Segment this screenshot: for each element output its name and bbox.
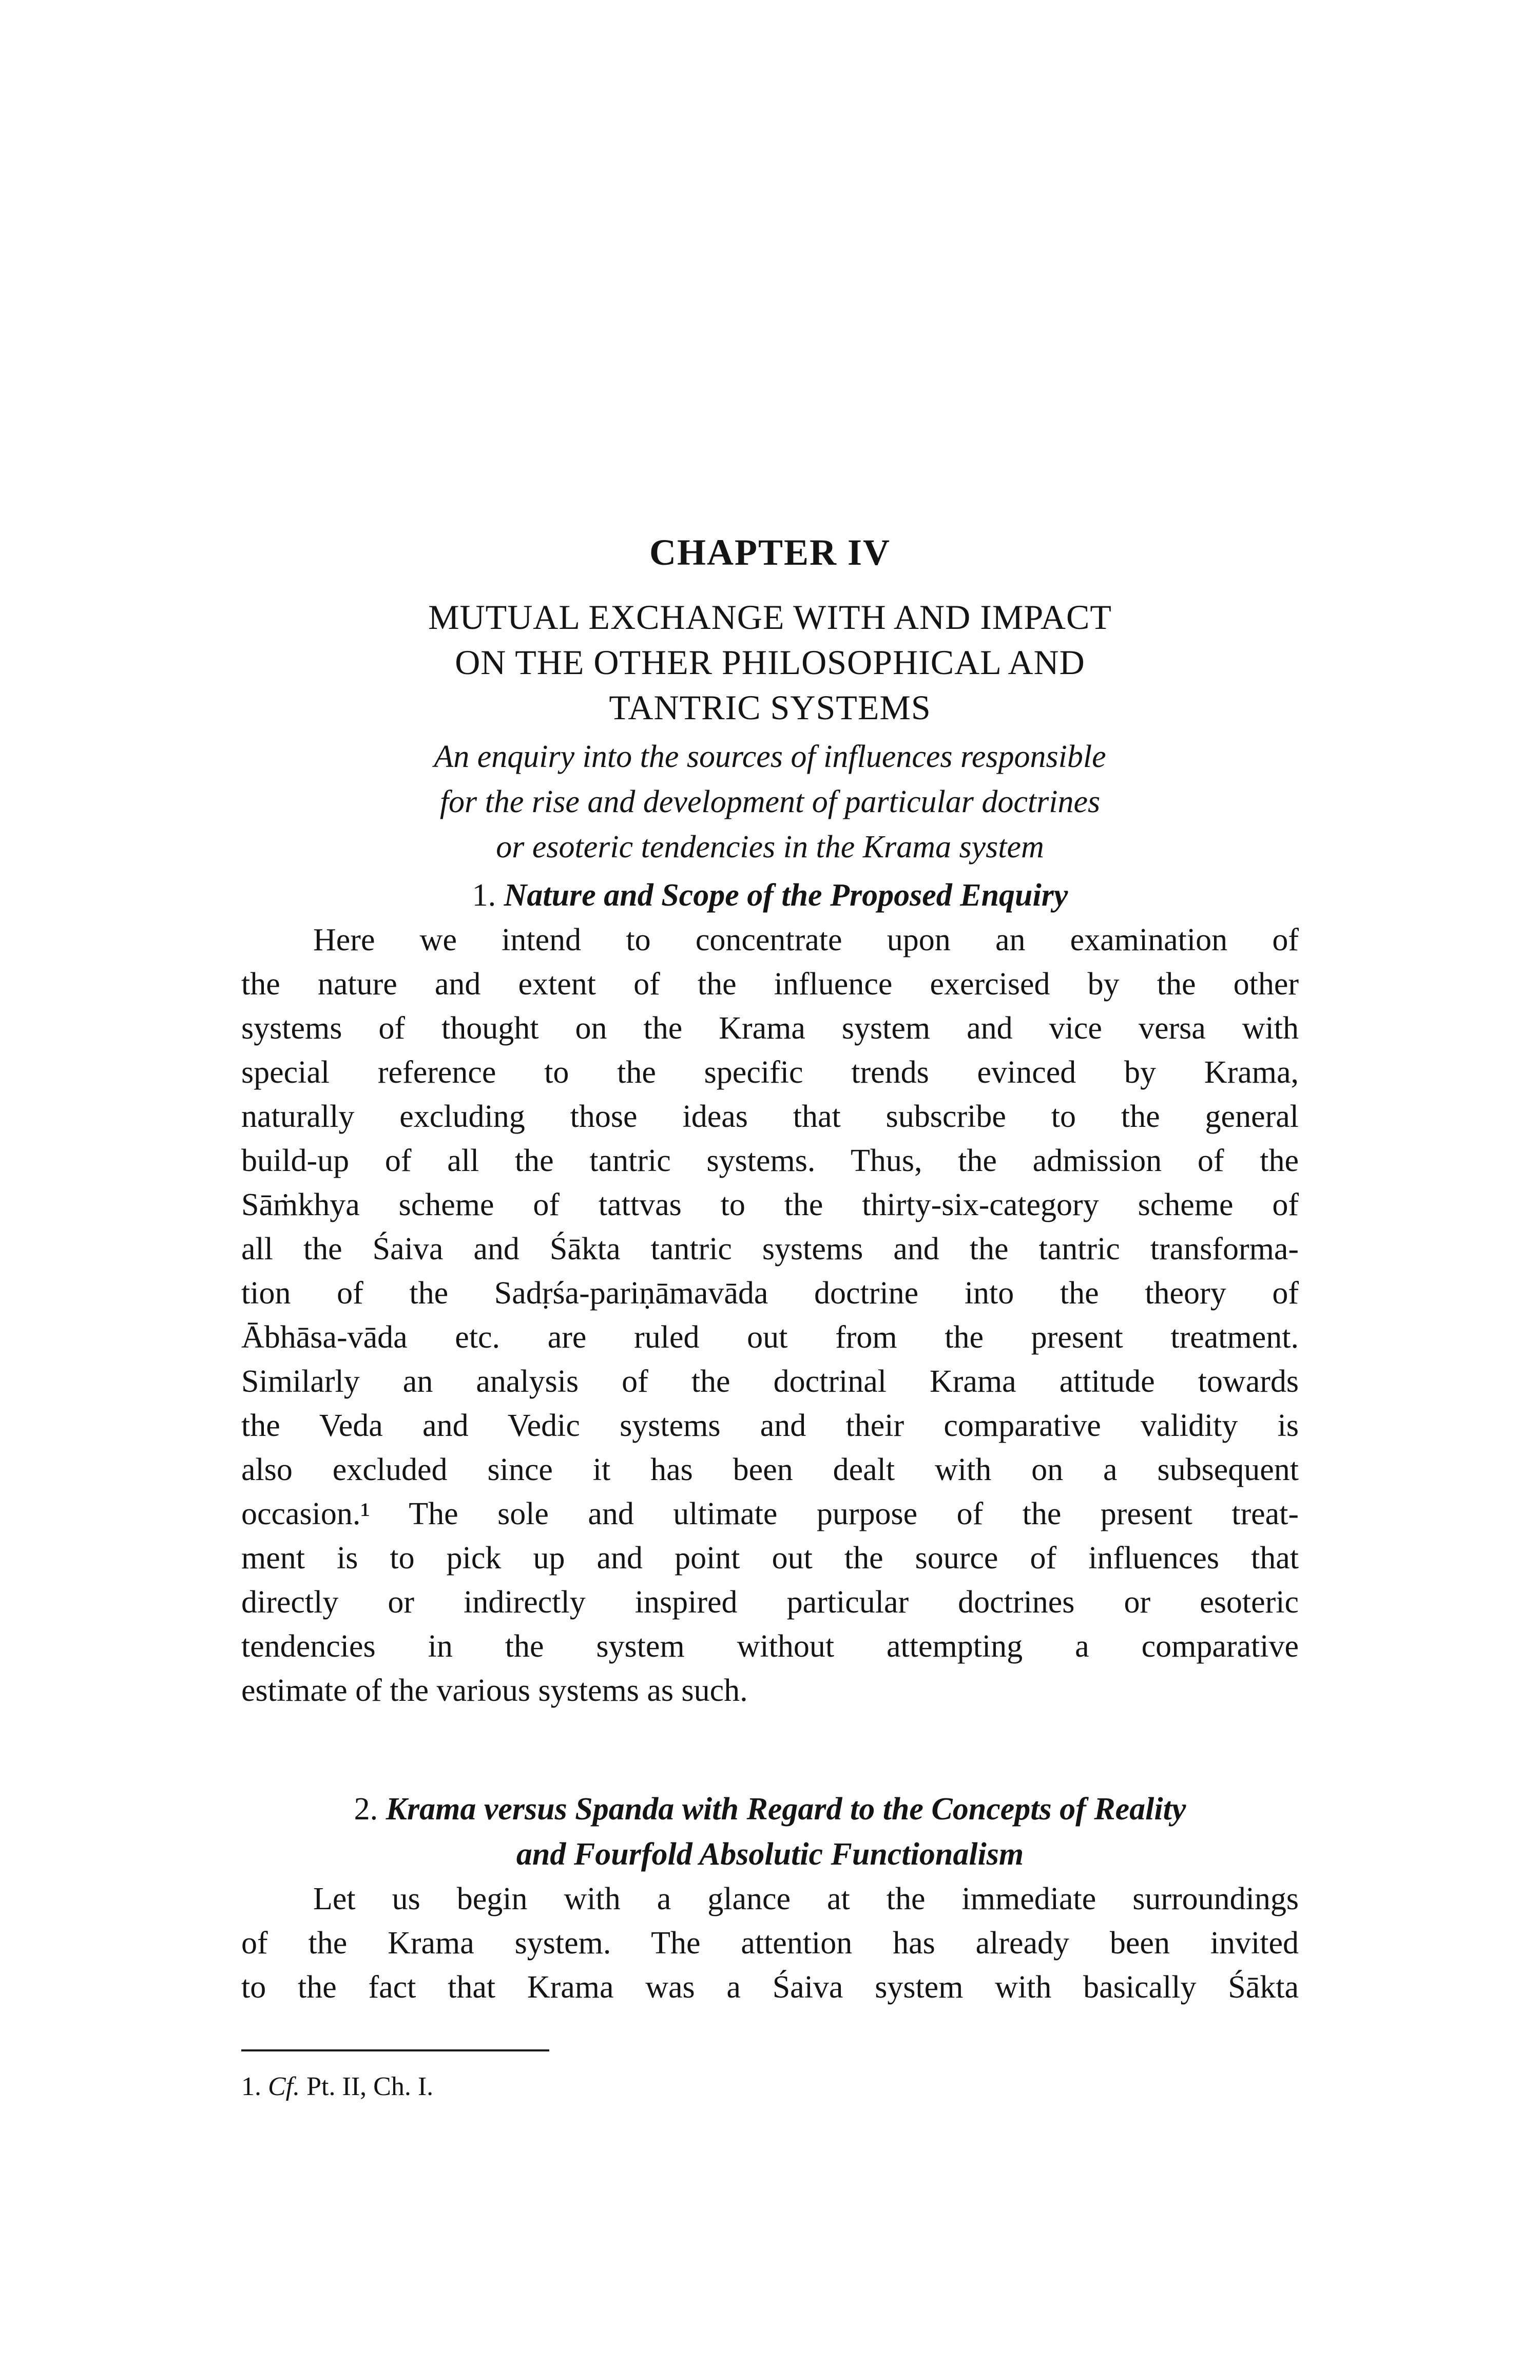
text-line: the nature and extent of the influence exercised by the other: [241, 967, 1299, 1002]
text-line: directly or indirectly inspired particular doctrines or esoteric: [241, 1585, 1299, 1620]
footnote-number: 1.: [241, 2072, 261, 2101]
chapter-title-line: TANTRIC SYSTEMS: [609, 688, 931, 727]
section-2-paragraph: [241, 1877, 1299, 2009]
text-line: ment is to pick up and point out the source of influences that: [241, 1541, 1299, 1576]
section-number: 1.: [472, 878, 496, 913]
chapter-title: [241, 594, 1299, 730]
text-line: Sāṁkhya scheme of tattvas to the thirty-six-category scheme of: [241, 1187, 1299, 1222]
text-line: estimate of the various systems as such.: [241, 1673, 748, 1708]
chapter-subtitle-line: or esoteric tendencies in the Krama system: [496, 830, 1044, 865]
text-line: the Veda and Vedic systems and their comparative validity is: [241, 1408, 1299, 1443]
text-line: systems of thought on the Krama system and vice versa with: [241, 1011, 1299, 1046]
section-number: 2.: [354, 1792, 378, 1827]
chapter-label: CHAPTER IV: [649, 532, 891, 573]
text-line: Here we intend to concentrate upon an examination of: [313, 923, 1299, 957]
text-line: Ābhāsa-vāda etc. are ruled out from the present treatment.: [241, 1320, 1299, 1355]
footnote-cf: Cf.: [268, 2072, 300, 2101]
text-line: all the Śaiva and Śākta tantric systems and the tantric transforma-: [241, 1232, 1299, 1266]
section-heading-2: [241, 1787, 1299, 1877]
text-line: special reference to the specific trends evinced by Krama,: [241, 1055, 1299, 1090]
section-title: Nature and Scope of the Proposed Enquiry: [504, 878, 1068, 913]
chapter-title-line: MUTUAL EXCHANGE WITH AND IMPACT: [428, 598, 1112, 637]
text-line: also excluded since it has been dealt with on a subsequent: [241, 1452, 1299, 1487]
chapter-subtitle-line: for the rise and development of particular doctrines: [439, 784, 1101, 819]
book-page: [241, 0, 1299, 2380]
text-line: Similarly an analysis of the doctrinal Krama attitude towards: [241, 1364, 1299, 1399]
text-line: tendencies in the system without attempting a comparative: [241, 1629, 1299, 1664]
text-line: Let us begin with a glance at the immediate surroundings: [313, 1882, 1299, 1916]
text-line: build-up of all the tantric systems. Thus, the admission of the: [241, 1143, 1299, 1178]
text-line: of the Krama system. The attention has already been invited: [241, 1926, 1299, 1961]
text-line: to the fact that Krama was a Śaiva system with basically Śākta: [241, 1970, 1299, 2005]
footnote: [241, 2069, 433, 2105]
text-line: tion of the Sadṛśa-pariṇāmavāda doctrine into the theory of: [241, 1276, 1299, 1311]
section-heading-1: [241, 873, 1299, 918]
section-heading-line: and Fourfold Absolutic Functionalism: [516, 1837, 1024, 1872]
chapter-subtitle-line: An enquiry into the sources of influences responsible: [434, 739, 1106, 774]
chapter-subtitle: [241, 734, 1299, 870]
section-heading-line: [241, 1787, 1299, 1832]
section-1-paragraph: [241, 918, 1299, 1713]
footnote-text: Pt. II, Ch. I.: [306, 2072, 434, 2101]
section-heading-line: [241, 873, 1299, 918]
section-title: Krama versus Spanda with Regard to the Concepts of Reality: [386, 1792, 1186, 1827]
chapter-title-line: ON THE OTHER PHILOSOPHICAL AND: [455, 643, 1085, 682]
text-line: naturally excluding those ideas that subscribe to the general: [241, 1099, 1299, 1134]
text-line: occasion.¹ The sole and ultimate purpose of the present treat-: [241, 1496, 1299, 1531]
footnote-divider: [241, 2049, 549, 2051]
